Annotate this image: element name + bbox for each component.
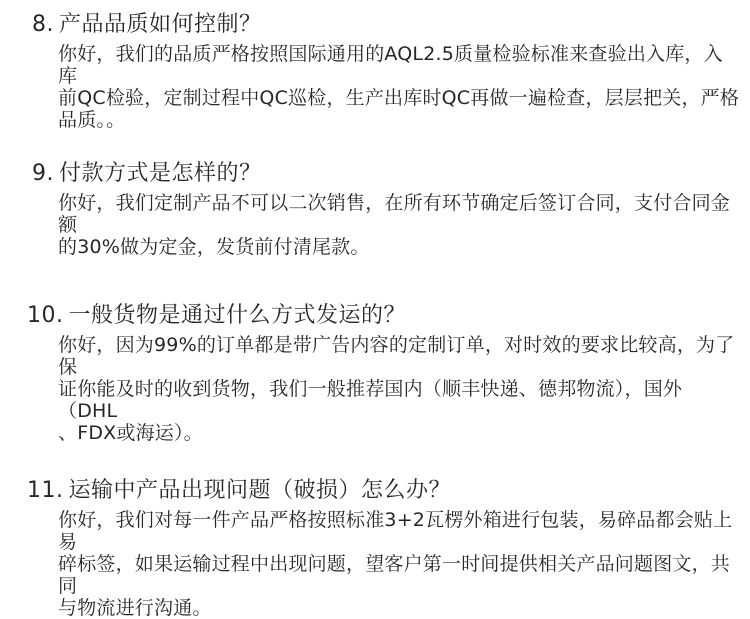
faq-question bbox=[0, 161, 750, 187]
answer-text: 你好，我们定制产品不可以二次销售，在所有环节确定后签订合同，支付合同金额 的30%做为定金，发货前付清尾款。 bbox=[58, 192, 731, 258]
question-text: 产品品质如何控制？ bbox=[59, 12, 262, 37]
question-text: 运输中产品出现问题（破损）怎么办？ bbox=[68, 478, 452, 503]
question-number: 8. bbox=[32, 12, 54, 37]
question-number: 10. bbox=[27, 303, 64, 328]
faq-item bbox=[0, 303, 750, 444]
faq-question bbox=[0, 478, 750, 504]
faq-question bbox=[0, 303, 750, 329]
faq-question bbox=[0, 12, 750, 38]
question-text: 付款方式是怎样的？ bbox=[59, 161, 262, 186]
question-number: 11. bbox=[27, 478, 64, 503]
answer-text: 你好，我们的品质严格按照国际通用的AQL2.5质量检验标准来查验出入库，入库 前QC检验，定制过程中QC巡检，生产出库时QC再做一遍检查，层层把关，严格 品质。。 bbox=[58, 43, 740, 131]
faq-item bbox=[0, 12, 750, 131]
faq-item bbox=[0, 161, 750, 258]
question-number: 9. bbox=[32, 161, 54, 186]
answer-text: 你好，因为99%的订单都是带广告内容的定制订单，对时效的要求比较高，为了保 证你能及时的收到货物，我们一般推荐国内（顺丰快递、德邦物流），国外（DHL 、FDX或海运）。 bbox=[58, 334, 735, 444]
question-text: 一般货物是通过什么方式发运的？ bbox=[68, 303, 407, 328]
answer-text: 你好，我们对每一件产品严格按照标准3+2瓦楞外箱进行包装，易碎品都会贴上易 碎标签，如果运输过程中出现问题，望客户第一时间提供相关产品问题图文，共同 与物流进行沟通。 bbox=[58, 509, 733, 619]
faq-item bbox=[0, 478, 750, 619]
